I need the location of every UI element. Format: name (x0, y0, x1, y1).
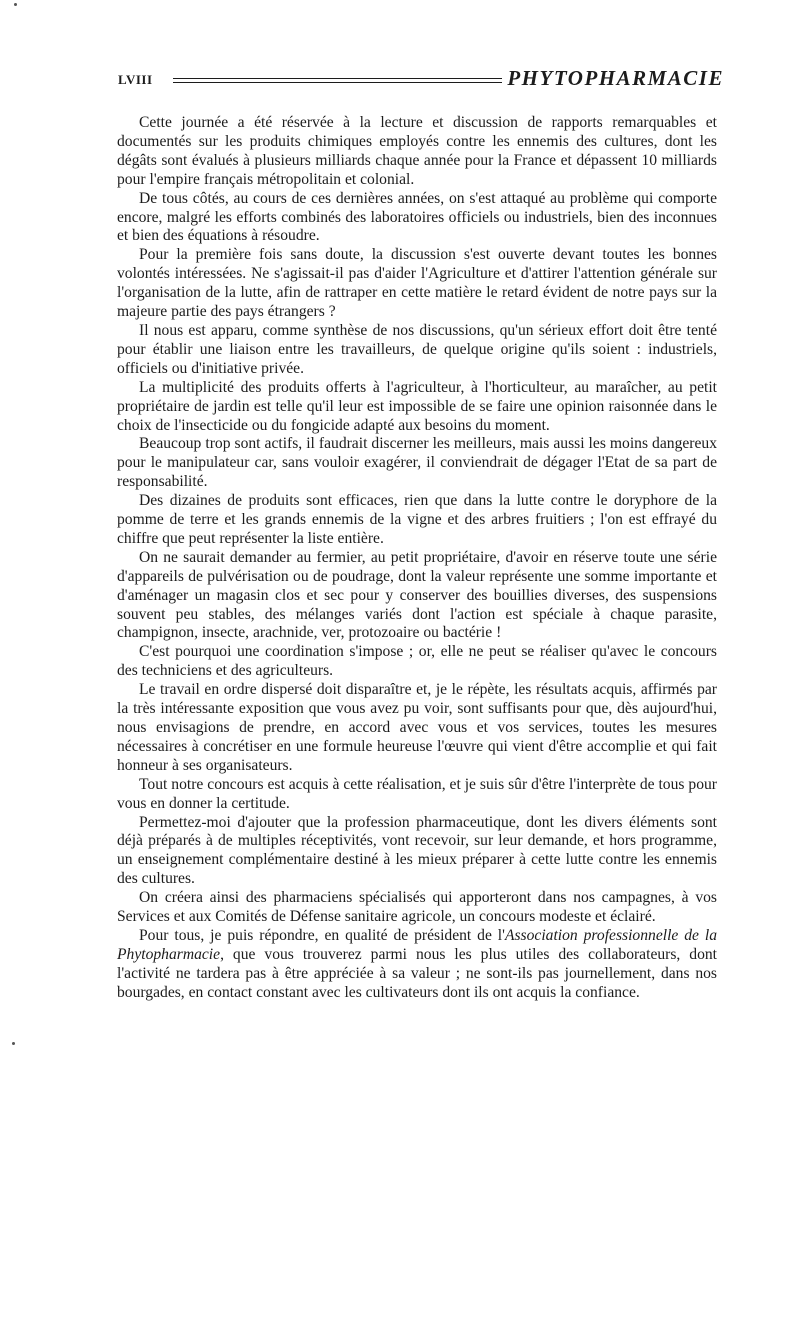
final-text-start: Pour tous, je puis répondre, en qualité de président de l' (139, 926, 505, 944)
paragraph: De tous côtés, au cours de ces dernières années, on s'est attaqué au problème qui comporte encore, malgré les efforts combinés des laboratoires officiels ou industriels, bien des inconnues et bien des équations à résoudre. (117, 189, 717, 245)
scan-speck (14, 3, 17, 6)
paragraph: Permettez-moi d'ajouter que la profession pharmaceutique, dont les divers éléments sont déjà préparés à de multiples réceptivités, vont recevoir, sur leur demande, et hors programme, un enseignement complémentaire destiné à les mieux préparer à cette lutte contre les ennemis des cultures. (117, 813, 717, 888)
paragraph-final (117, 927, 717, 1003)
paragraph: Tout notre concours est acquis à cette réalisation, et je suis sûr d'être l'interprète de tous pour vous en donner la certitude. (117, 775, 717, 812)
paragraph: C'est pourquoi une coordination s'impose ; or, elle ne peut se réaliser qu'avec le concours des techniciens et des agriculteurs. (117, 643, 717, 680)
header-rule (173, 82, 502, 83)
body-text (117, 114, 717, 1003)
paragraph: Beaucoup trop sont actifs, il faudrait discerner les meilleurs, mais aussi les moins dangereux pour le manipulateur car, sans vouloir exagérer, il conviendrait de dégager l'Etat de sa part de responsabilité. (117, 435, 717, 491)
paragraph: Des dizaines de produits sont efficaces, rien que dans la lutte contre le doryphore de la pomme de terre et les grands ennemis de la vigne et des arbres fruitiers ; l'on est effrayé du chiffre que peut représenter la liste entière. (117, 492, 717, 547)
paragraph: Pour la première fois sans doute, la discussion s'est ouverte devant toutes les bonnes volontés intéressées. Ne s'agissait-il pas d'aider l'Agriculture et d'attirer l'attention générale sur l'organisation de la lutte, afin de rattraper en cette matière le retard évident de notre pays sur la majeure partie des pays étrangers ? (117, 246, 717, 321)
paragraph: On ne saurait demander au fermier, au petit propriétaire, d'avoir en réserve toute une série d'appareils de pulvérisation ou de poudrage, dont la valeur représente une somme importante et d'aménager un magasin clos et sec pour y conserver des bouillies diverses, des suspensions souvent peu stables, des mélanges variés dont l'action est spéciale à chaque parasite, champignon, insecte, arachnide, ver, protozoaire ou bactérie ! (117, 548, 717, 642)
paragraph: Le travail en ordre dispersé doit disparaître et, je le répète, les résultats acquis, affirmés par la très intéressante exposition que vous avez pu voir, sont suffisants pour que, dès aujourd'hui, nous envisagions de prendre, en accord avec vous et vos services, toutes les mesures nécessaires à concrétiser en une formule heureuse l'œuvre qui vient d'être accomplie et qui fait honneur à ses organisateurs. (117, 681, 717, 774)
association-name: Association professionnelle de la Phytopharmacie (117, 926, 717, 963)
paragraph: La multiplicité des produits offerts à l'agriculteur, à l'horticulteur, au maraîcher, au petit propriétaire de jardin est telle qu'il leur est impossible de se faire une opinion raisonnée dans le choix de l'insecticide ou du fongicide adapté aux besoins du moment. (117, 378, 717, 434)
paragraph: Cette journée a été réservée à la lecture et discussion de rapports remarquables et documentés sur les produits chimiques employés contre les ennemis des cultures, dont les dégâts sont évalués à plusieurs milliards chaque année pour la France et dépassent 10 milliards pour l'empire français métropolitain et colonial. (117, 114, 717, 188)
running-title: PHYTOPHARMACIE (507, 66, 724, 90)
scan-speck (12, 1042, 15, 1045)
final-text-end: , que vous trouverez parmi nous les plus utiles des collaborateurs, dont l'activité ne tardera pas à être appréciée à sa valeur ; ne sont-ils pas journellement, dans nos bourgades, en contact constant avec les cultivateurs dont ils ont acquis la confiance. (117, 945, 717, 1001)
paragraph: On créera ainsi des pharmaciens spécialisés qui apporteront dans nos campagnes, à vos Services et aux Comités de Défense sanitaire agricole, un concours modeste et éclairé. (117, 889, 717, 926)
header-rule (173, 78, 502, 79)
page-header (118, 66, 724, 90)
paragraph: Il nous est apparu, comme synthèse de nos discussions, qu'un sérieux effort doit être tenté pour établir une liaison entre les travailleurs, de quelque origine qu'ils soient : industriels, officiels ou d'initiative privée. (117, 321, 717, 377)
page-number: LVIII (118, 72, 153, 87)
